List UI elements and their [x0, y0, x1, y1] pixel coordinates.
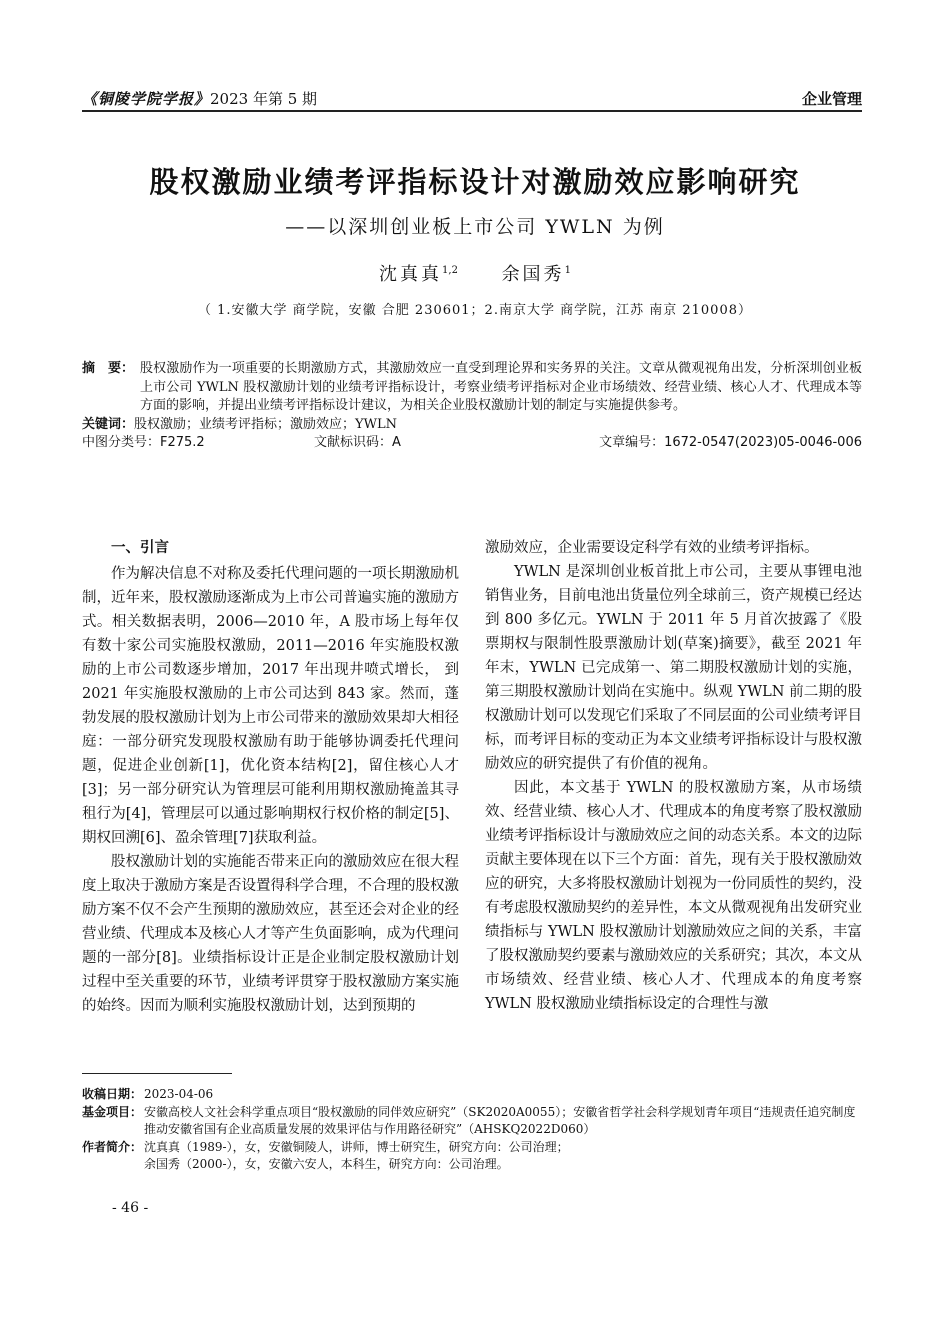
fund-label: 基金项目：	[82, 1104, 143, 1119]
received-date	[82, 1086, 862, 1104]
body-paragraph-continued: 激励效应，企业需要设定科学有效的业绩考评指标。	[485, 540, 819, 556]
footnote-rule	[82, 1073, 232, 1074]
author-bio-2: 余国秀（2000-），女，安徽六安人，本科生，研究方向：公司治理。	[144, 1157, 509, 1171]
body-column-right	[485, 536, 862, 1016]
fund-text: 安徽高校人文社会科学重点项目“股权激励的同伴效应研究”（SK2020A0055）；安徽省哲学社会科学规划青年项目“违规责任追究制度推动安徽省国有企业高质量发展的效果评估与作用路径研究”（AHSKQ2022D060）	[144, 1104, 856, 1136]
article-title: 股权激励业绩考评指标设计对激励效应影响研究	[149, 165, 801, 199]
abstract-text: 股权激励作为一项重要的长期激励方式，其激励效应一直受到理论界和实务界的关注。文章从微观视角出发，分析深圳创业板上市公司 YWLN 股权激励计划的业绩考评指标设计，考察业绩考评指标对企业市场绩效、经营业绩、核心人才、代理成本等方面的影响，并提出业绩考评指标设计建议，为相关企业股权激励计划的制定与实施提供参考。	[140, 361, 862, 413]
body-column-left	[82, 536, 459, 1018]
author-name: 余国秀	[501, 264, 565, 285]
author-affil-mark: 1	[564, 265, 571, 276]
received-text: 2023-04-06	[144, 1087, 214, 1101]
page-number: - 46 -	[112, 1200, 149, 1216]
fund-info	[82, 1104, 862, 1139]
received-label: 收稿日期：	[82, 1087, 143, 1101]
affiliation: （ 1.安徽大学 商学院，安徽 合肥 230601；2.南京大学 商学院，江苏 南京 210008）	[198, 303, 752, 318]
header-section: 企业管理	[801, 90, 862, 108]
classification-row	[82, 434, 862, 454]
author-bio	[82, 1139, 862, 1174]
keywords-text: 股权激励；业绩考评指标；激励效应；YWLN	[134, 416, 397, 432]
article-number: 文章编号：1672-0547(2023)05-0046-006	[599, 435, 862, 450]
body-paragraph: 因此，本文基于 YWLN 的股权激励方案，从市场绩效、经营业绩、核心人才、代理成本的角度考察了股权激励业绩考评指标设计与激励效应之间的动态关系。本文的边际贡献主要体现在以下三个方面：首先，现有关于股权激励效应的研究，大多将股权激励计划视为一份同质性的契约，没有考虑股权激励契约的差异性，本文从微观视角出发研究业绩指标与 YWLN 股权激励计划激励效应之间的关系，丰富了股权激励契约要素与激励效应的关系研究；其次，本文从市场绩效、经营业绩、核心人才、代理成本的角度考察 YWLN 股权激励业绩指标设定的合理性与激	[485, 780, 862, 1012]
section-heading: 一、引言	[111, 540, 169, 556]
running-header	[82, 86, 862, 112]
footnotes	[82, 1086, 862, 1174]
abstract-block	[82, 360, 862, 454]
header-journal-issue	[82, 88, 317, 109]
article-subtitle: ——以深圳创业板上市公司 YWLN 为例	[285, 216, 665, 238]
author-bio-text	[144, 1139, 862, 1174]
author-affil-mark: 1,2	[442, 265, 458, 276]
journal-name: 《铜陵学院学报》	[82, 90, 211, 108]
abstract	[82, 360, 862, 416]
document-code: 文献标识码：A	[314, 435, 401, 450]
author-bio-label: 作者简介：	[82, 1139, 143, 1154]
body-paragraph: 股权激励计划的实施能否带来正向的激励效应在很大程度上取决于激励方案是否设置得科学合理，不合理的股权激励方案不仅不会产生预期的激励效应，甚至还会对企业的经营业绩、代理成本及核心人才等产生负面影响，成为代理问题的一部分[8]。业绩指标设计正是企业制定股权激励计划过程中至关重要的环节，业绩考评贯穿于股权激励方案实施的始终。因而为顺利实施股权激励计划，达到预期的	[82, 854, 459, 1014]
keywords	[82, 416, 862, 435]
body-paragraph: 作为解决信息不对称及委托代理问题的一项长期激励机制，近年来，股权激励逐渐成为上市公司普遍实施的激励方式。相关数据表明，2006—2010 年，A 股市场上每年仅有数十家公司实施股权激励，2011—2016 年实施股权激励的上市公司数逐步增加，2017 年出现井喷式增长， 到 2021 年实施股权激励的上市公司达到 843 家。然而，蓬勃发展的股权激励计划为上市公司带来的激励效果却大相径庭：一部分研究发现股权激励有助于能够协调委托代理问题，促进企业创新[1]，优化资本结构[2]，留住核心人才[3]；另一部分研究认为管理层可能利用期权激励掩盖其寻租行为[4]，管理层可以通过影响期权行权价格的制定[5]、期权回溯[6]、盈余管理[7]获取利益。	[82, 566, 459, 846]
body-paragraph: YWLN 是深圳创业板首批上市公司，主要从事锂电池销售业务，目前电池出货量位列全球前三，资产规模已经达到 800 多亿元。YWLN 于 2011 年 5 月首次披露了《股票期权与限制性股票激励计划(草案)摘要》，截至 2021 年年末，YWLN 已完成第一、第二期股权激励计划的实施，第三期股权激励计划尚在实施中。纵观 YWLN 前二期的股权激励计划可以发现它们采取了不同层面的公司业绩考评目标，而考评目标的变动正为本文业绩考评指标设计与股权激励效应的研究提供了有价值的视角。	[485, 564, 862, 772]
keywords-label: 关键词：	[82, 416, 135, 432]
abstract-label: 摘 要：	[82, 361, 135, 376]
clc-number: 中图分类号：F275.2	[82, 435, 205, 450]
author-list	[0, 260, 950, 286]
author-name: 沈真真	[379, 264, 443, 285]
header-rule	[82, 110, 862, 112]
author-bio-1: 沈真真（1989-），女，安徽铜陵人，讲师，博士研究生，研究方向：公司治理；	[144, 1139, 569, 1154]
issue-number: 2023 年第 5 期	[210, 90, 318, 108]
